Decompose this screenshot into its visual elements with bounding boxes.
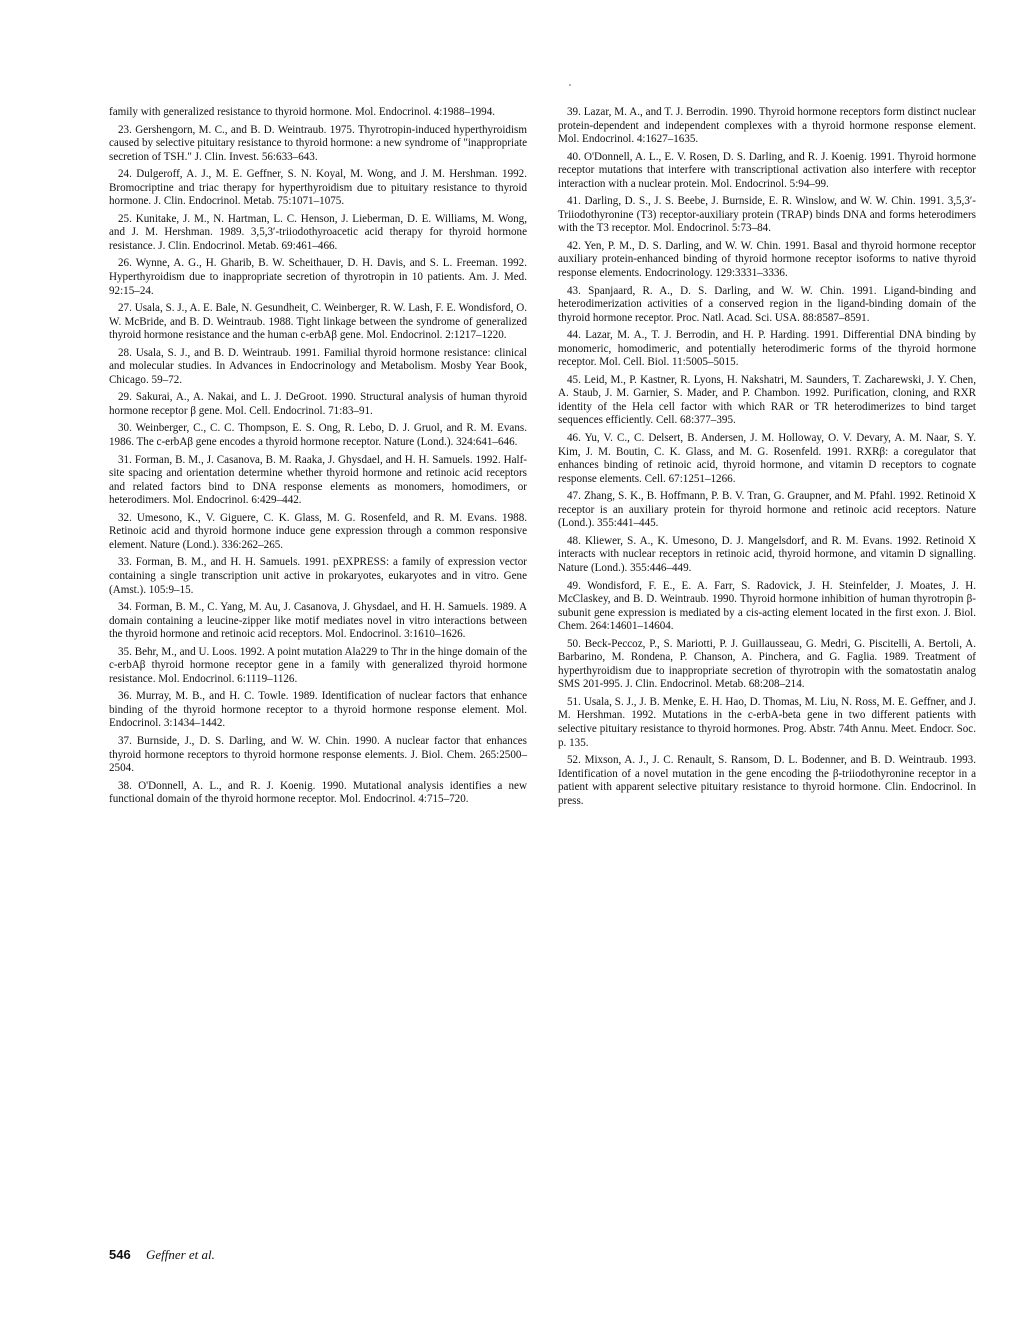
reference-number: 32. <box>118 511 137 524</box>
reference-entry <box>109 213 527 254</box>
reference-number: 42. <box>567 239 585 252</box>
reference-text: Beck-Peccoz, P., S. Mariotti, P. J. Guillausseau, G. Medri, G. Piscitelli, A. Bertoli, A. Barbarino, M. Rondena, P. Chanson, A. Pinchera, and G. Faglia. 1989. Treatment of hyperthyroidism due to inappropriate secretion of thyrotropin with the somatostatin analog SMS 201-995. J. Clin. Endocrinol. Metab. 68:208–214. <box>558 637 976 691</box>
reference-text: Gershengorn, M. C., and B. D. Weintraub. 1975. Thyrotropin-induced hyperthyroidism caused by selective pituitary resistance to thyroid hormone: a new syndrome of "inappropriate secretion of TSH." J. Clin. Invest. 56:633–643. <box>109 123 527 163</box>
reference-entry <box>109 422 527 449</box>
reference-text: Forman, B. M., and H. H. Samuels. 1991. pEXPRESS: a family of expression vector containing a single transcription unit active in prokaryotes, eukaryotes and in vitro. Gene (Amst.). 105:9–15. <box>109 556 527 596</box>
reference-number: 37. <box>118 734 137 747</box>
reference-number: 29. <box>118 391 136 404</box>
reference-number: 35. <box>118 645 135 658</box>
reference-text: Wondisford, F. E., E. A. Farr, S. Radovick, J. H. Steinfelder, J. Moates, J. H. McClaskey, and B. D. Weintraub. 1990. Thyroid hormone inhibition of human thyrotropin β-subunit gene expression is mediated by a cis-acting element located in the first exon. J. Biol. Chem. 264:14601–14604. <box>558 579 976 633</box>
reference-number: 47. <box>567 490 584 503</box>
reference-entry <box>109 690 527 731</box>
reference-entry <box>109 512 527 553</box>
reference-text: Darling, D. S., J. S. Beebe, J. Burnside, E. R. Winslow, and W. W. Chin. 1991. 3,5,3′-Triiodothyronine (T3) receptor-auxiliary protein (TRAP) binds DNA and forms heterodimers with the T3 receptor. Mol. Endocrinol. 5:73–84. <box>558 195 977 235</box>
reference-text: Lazar, M. A., and T. J. Berrodin. 1990. Thyroid hormone receptors form distinct nuclear protein-dependent and independent complexes with a thyroid hormone response element. Mol. Endocrinol. 4:1627–1635. <box>558 106 977 146</box>
reference-text: Kunitake, J. M., N. Hartman, L. C. Henson, J. Lieberman, D. E. Williams, M. Wong, and J. M. Hershman. 1989. 3,5,3′-triiodothyroacetic acid therapy for thyroid hormone resistance. J. Clin. Endocrinol. Metab. 69:461–466. <box>109 212 527 252</box>
running-author: Geffner et al. <box>145 1247 215 1262</box>
reference-text: Lazar, M. A., T. J. Berrodin, and H. P. Harding. 1991. Differential DNA binding by monomeric, homodimeric, and potentially heterodimeric forms of the thyroid hormone receptor. Mol. Cell. Biol. 11:5005–5015. <box>558 329 977 369</box>
reference-entry <box>109 257 527 298</box>
reference-text: Zhang, S. K., B. Hoffmann, P. B. V. Tran, G. Graupner, and M. Pfahl. 1992. Retinoid X receptor is an auxiliary protein for thyroid hormone and retinoic acid receptors. Nature (Lond.). 355:441–445. <box>558 490 977 530</box>
reference-entry <box>558 754 976 808</box>
reference-number: 27. <box>118 302 135 315</box>
reference-number: 31. <box>118 453 135 466</box>
reference-number: 41. <box>567 195 585 208</box>
reference-entry <box>109 454 527 508</box>
reference-number: 28. <box>118 346 136 359</box>
reference-number: 51. <box>567 695 584 708</box>
reference-number: 24. <box>118 168 137 181</box>
reference-entry <box>558 490 976 531</box>
reference-entry <box>109 735 527 776</box>
reference-entry <box>558 696 976 750</box>
reference-entry <box>558 432 976 486</box>
reference-text: Forman, B. M., C. Yang, M. Au, J. Casanova, J. Ghysdael, and H. H. Samuels. 1989. A domain containing a leucine-zipper like motif mediates novel in vitro interactions between the thyroid hormone and retinoic acid receptors. Mol. Endocrinol. 3:1610–1626. <box>109 601 528 641</box>
reference-text: Weinberger, C., C. C. Thompson, E. S. Ong, R. Lebo, D. J. Gruol, and R. M. Evans. 1986. The c-erbAβ gene encodes a thyroid hormone receptor. Nature (Lond.). 324:641–646. <box>109 422 527 449</box>
reference-text: Forman, B. M., J. Casanova, B. M. Raaka, J. Ghysdael, and H. H. Samuels. 1992. Half-site spacing and orientation determine whether thyroid hormone and retinoic acid receptors and related factors bind to DNA response elements as monomers, homodimers, or heterodimers. Mol. Endocrinol. 6:429–442. <box>109 453 527 507</box>
reference-text: Umesono, K., V. Giguere, C. K. Glass, M. G. Rosenfeld, and R. M. Evans. 1988. Retinoic acid and thyroid hormone induce gene expression through a common responsive element. Nature (Lond.). 336:262–265. <box>109 511 528 551</box>
reference-text: O'Donnell, A. L., and R. J. Koenig. 1990. Mutational analysis identifies a new functional domain of the thyroid hormone receptor. Mol. Endocrinol. 4:715–720. <box>109 779 527 806</box>
reference-number: 40. <box>567 150 584 163</box>
reference-entry <box>558 106 976 147</box>
reference-entry <box>109 556 527 597</box>
reference-entry <box>109 646 527 687</box>
reference-number: 48. <box>567 534 585 547</box>
reference-text: Usala, S. J., A. E. Bale, N. Gesundheit, C. Weinberger, R. W. Lash, F. E. Wondisford, O. W. McBride, and B. D. Weintraub. 1988. Tight linkage between the syndrome of generalized thyroid hormone resistance and the human c-erbAβ gene. Mol. Endocrinol. 2:1217–1220. <box>109 302 527 342</box>
scan-speck <box>569 84 571 86</box>
reference-text: Yu, V. C., C. Delsert, B. Andersen, J. M. Holloway, O. V. Devary, A. M. Naar, S. Y. Kim, J. M. Boutin, C. K. Glass, and M. G. Rosenfeld. 1991. RXRβ: a coregulator that enhances binding of retinoic acid, thyroid hormone, and vitamin D receptors to cognate response elements. Cell. 67:1251–1266. <box>558 432 976 485</box>
reference-entry <box>109 124 527 165</box>
reference-number: 26. <box>118 257 136 270</box>
page-footer <box>109 1247 215 1263</box>
reference-text: Sakurai, A., A. Nakai, and L. J. DeGroot. 1990. Structural analysis of human thyroid hormone receptor β gene. Mol. Cell. Endocrinol. 71:83–91. <box>109 391 528 417</box>
reference-entry <box>558 195 976 236</box>
reference-number: 25. <box>118 212 136 225</box>
reference-text: Usala, S. J., J. B. Menke, E. H. Hao, D. Thomas, M. Liu, N. Ross, M. E. Geffner, and J. M. Hershman. 1992. Mutations in the c-erbA-beta gene in two different patients with selective pituitary resistance to thyroid hormones. Prog. Abstr. 74th Annu. Meet. Endocr. Soc. p. 135. <box>558 695 976 749</box>
reference-text: Spanjaard, R. A., D. S. Darling, and W. W. Chin. 1991. Ligand-binding and heterodimerization activities of a conserved region in the ligand-binding domain of the thyroid hormone receptor. Proc. Natl. Acad. Sci. USA. 88:8587–8591. <box>558 284 976 324</box>
reference-entry <box>558 329 976 370</box>
reference-number: 50. <box>567 637 585 650</box>
reference-number: 36. <box>118 690 136 703</box>
reference-text: Usala, S. J., and B. D. Weintraub. 1991. Familial thyroid hormone resistance: clinical and molecular studies. In Advances in Endocrinology and Metabolism. Mosby Year Book, Chicago. 59–72. <box>109 346 528 386</box>
reference-number: 39. <box>567 106 584 118</box>
reference-number: 38. <box>118 779 139 792</box>
reference-text: Dulgeroff, A. J., M. E. Geffner, S. N. Koyal, M. Wong, and J. M. Hershman. 1992. Bromocriptine and triac therapy for hyperthyroidism due to pituitary resistance to thyroid hormone. J. Clin. Endocrinol. Metab. 75:1071–1075. <box>109 168 527 208</box>
reference-entry <box>109 780 527 807</box>
reference-entry <box>558 285 976 326</box>
reference-text: Mixson, A. J., J. C. Renault, S. Ransom, D. L. Bodenner, and B. D. Weintraub. 1993. Identification of a novel mutation in the gene encoding the β-triiodothyronine receptor in a patient with apparent selective pituitary resistance to thyroid hormone. Clin. Endocrinol. In press. <box>558 754 977 807</box>
reference-entry <box>109 168 527 209</box>
reference-entry <box>558 151 976 192</box>
reference-number: 23. <box>118 123 136 136</box>
references-left-column <box>109 106 527 811</box>
reference-entry <box>558 240 976 281</box>
reference-number: 46. <box>567 432 585 445</box>
reference-number: 34. <box>118 601 136 614</box>
reference-text: Behr, M., and U. Loos. 1992. A point mutation Ala229 to Thr in the hinge domain of the c-erbAβ thyroid hormone receptor gene in a family with generalized thyroid hormone resistance. Mol. Endocrinol. 6:1119–1126. <box>109 645 527 685</box>
reference-text: Wynne, A. G., H. Gharib, B. W. Scheithauer, D. H. Davis, and S. L. Freeman. 1992. Hyperthyroidism due to inappropriate secretion of thyrotropin in 10 patients. Am. J. Med. 92:15–24. <box>109 257 527 297</box>
reference-text: Kliewer, S. A., K. Umesono, D. J. Mangelsdorf, and R. M. Evans. 1992. Retinoid X interacts with nuclear receptors in retinoic acid, thyroid hormone, and vitamin D signalling. Nature (Lond.). 355:446–449. <box>558 534 977 574</box>
reference-entry <box>558 580 976 634</box>
reference-entry <box>558 535 976 576</box>
reference-text: family with generalized resistance to thyroid hormone. Mol. Endocrinol. 4:1988–1994. <box>109 106 496 118</box>
reference-text: O'Donnell, A. L., E. V. Rosen, D. S. Darling, and R. J. Koenig. 1991. Thyroid hormone receptor mutations that interfere with transcriptional activation also interfere with receptor interaction with a nuclear protein. Mol. Endocrinol. 5:94–99. <box>558 150 976 190</box>
reference-number: 45. <box>567 373 585 386</box>
reference-number: 49. <box>567 579 588 592</box>
reference-entry <box>109 302 527 343</box>
references-right-column <box>558 106 976 812</box>
reference-number: 30. <box>118 422 136 435</box>
reference-text: Murray, M. B., and H. C. Towle. 1989. Identification of nuclear factors that enhance binding of the thyroid hormone receptor to a thyroid hormone response element. Mol. Endocrinol. 3:1434–1442. <box>109 690 527 730</box>
reference-text: Burnside, J., D. S. Darling, and W. W. Chin. 1990. A nuclear factor that enhances thyroid hormone receptors to thyroid hormone response elements. J. Biol. Chem. 265:2500–2504. <box>109 734 528 775</box>
reference-entry <box>109 391 527 418</box>
reference-entry <box>109 347 527 388</box>
page-number: 546 <box>109 1247 131 1262</box>
reference-entry <box>558 374 976 428</box>
reference-text: Leid, M., P. Kastner, R. Lyons, H. Nakshatri, M. Saunders, T. Zacharewski, J. Y. Chen, A. Staub, J. M. Garnier, S. Mader, and P. Chambon. 1992. Purification, cloning, and RXR identity of the Hela cell factor with which RAR or TR heterodimerizes to bind target sequences efficiently. Cell. 68:377–395. <box>558 373 976 427</box>
reference-text: Yen, P. M., D. S. Darling, and W. W. Chin. 1991. Basal and thyroid hormone receptor auxiliary protein-enhanced binding of thyroid hormone receptor isoforms to native thyroid response elements. Endocrinology. 129:3331–3336. <box>558 239 977 280</box>
reference-entry <box>109 601 527 642</box>
reference-entry <box>109 106 527 120</box>
reference-number: 52. <box>567 754 585 767</box>
reference-number: 44. <box>567 329 586 342</box>
reference-number: 43. <box>567 284 589 297</box>
reference-entry <box>558 638 976 692</box>
reference-number: 33. <box>118 556 136 569</box>
